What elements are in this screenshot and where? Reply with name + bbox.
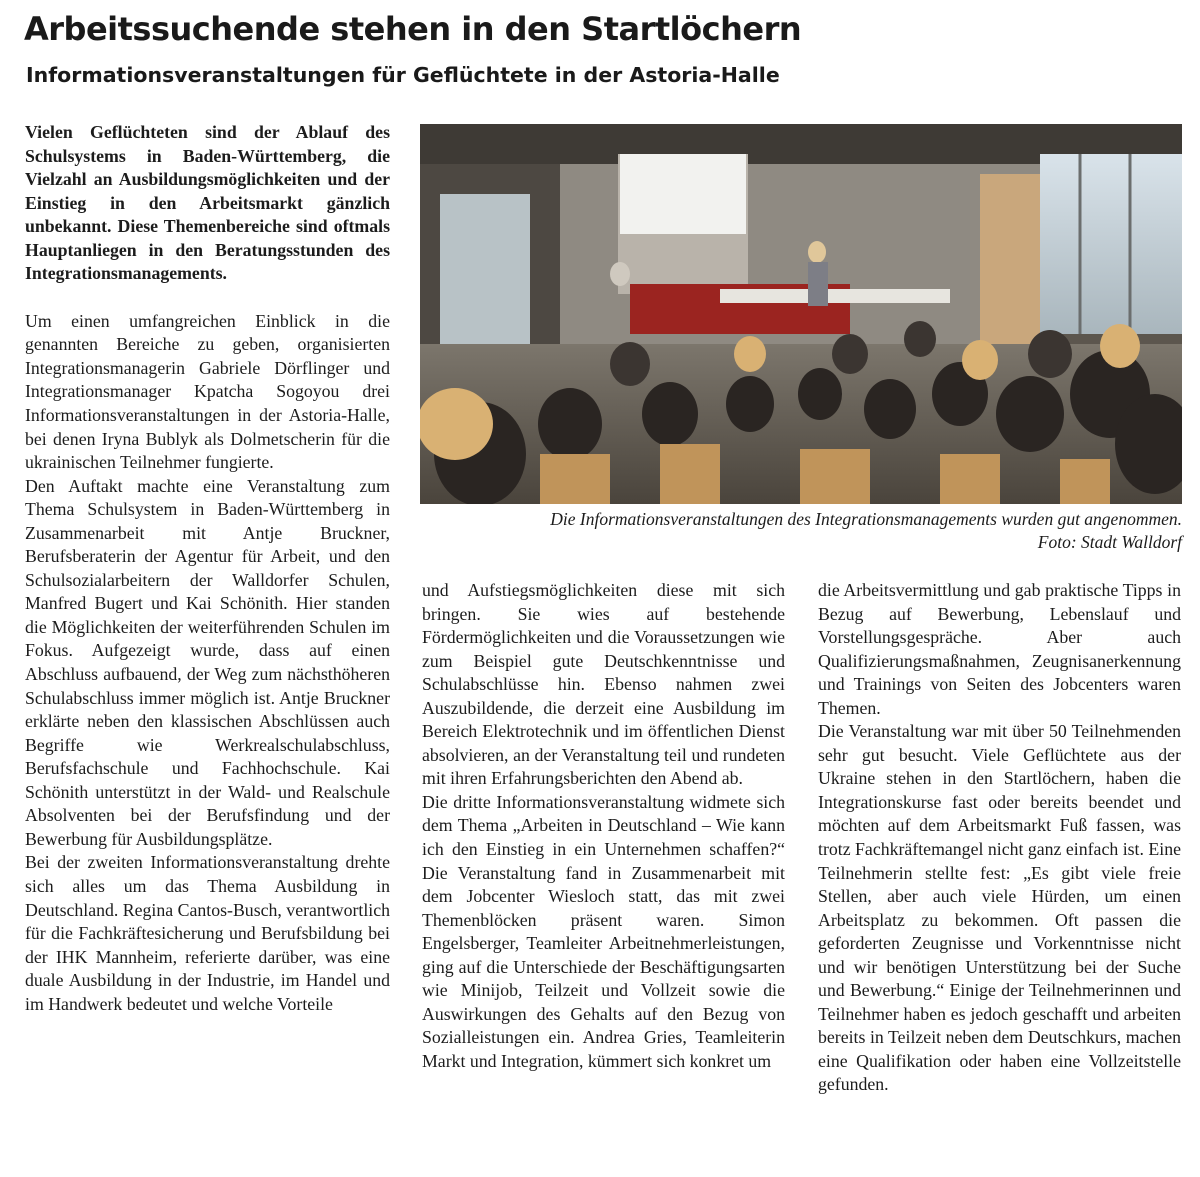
- body-paragraph: Um einen umfangreichen Einblick in die genannten Bereiche zu geben, organisierten Integrationsmanagerin Gabriele Dörflinger und Integrationsmanager Kpatcha Sogoyou drei Informationsveranstaltungen in der Astoria-Halle, bei denen Iryna Bublyk als Dolmetscherin für die ukrainischen Teilnehmer fungierte.: [25, 310, 390, 473]
- headline: Arbeitssuchende stehen in den Startlöchern: [24, 10, 802, 48]
- photo-caption: [420, 508, 1182, 554]
- body-paragraph: Die Veranstaltung war mit über 50 Teilnehmenden sehr gut besucht. Viele Geflüchtete aus der Ukraine stehen in den Startlöchern, haben die Integrationskurse fast oder bereits beendet und möchten auf dem Arbeitsmarkt Fuß fassen, was trotz Fachkräftemangel nicht ganz einfach ist. Eine Teilnehmerin stellte fest: „Es gibt viele freie Stellen, aber auch viele Hürden, um einen Arbeitsplatz zu bekommen. Oft passen die geforderten Zeugnisse und Vorkenntnisse nicht und wir benötigen Unterstützung bei der Suche und Bewerbung.“ Einige der Teilnehmerinnen und Teilnehmer haben es jedoch geschafft und arbeiten bereits in Teilzeit neben dem Deutschkurs, machen eine Qualifikation oder haben eine Vollzeitstelle gefunden.: [818, 721, 1181, 1095]
- audience-photo-illustration: [420, 124, 1182, 504]
- event-photo: [420, 124, 1182, 504]
- article-column-3: [818, 579, 1181, 1097]
- body-paragraph: und Aufstiegsmöglichkeiten diese mit sich bringen. Sie wies auf bestehende Fördermöglichkeiten und die Voraussetzungen wie zum Beispiel gute Deutschkenntnisse und Schulabschlüsse hin. Ebenso nahmen zwei Auszubildende, die derzeit eine Ausbildung im Bereich Elektrotechnik und im öffentlichen Dienst absolvieren, an der Veranstaltung teil und rundeten mit ihren Erfahrungsberichten den Abend ab.: [422, 580, 785, 789]
- lead-paragraph: Vielen Geflüchteten sind der Ablauf des Schulsystems in Baden-Württemberg, die Vielzahl an Ausbildungsmöglichkeiten und der Einstieg in den Arbeitsmarkt gänzlich unbekannt. Diese Themenbereiche sind oftmals Hauptanliegen in den Beratungsstunden des Integrationsmanagements.: [25, 122, 390, 284]
- article-column-2: [422, 579, 785, 1073]
- caption-text: Die Informationsveranstaltungen des Integrationsmanagements wurden gut angenommen.: [550, 509, 1182, 529]
- body-paragraph: Den Auftakt machte eine Veranstaltung zum Thema Schulsystem in Baden-Württemberg in Zusammenarbeit mit Antje Bruckner, Berufsberaterin der Agentur für Arbeit, und den Schulsozialarbeitern der Walldorfer Schulen, Manfred Bugert und Kai Schönith. Hier standen die Möglichkeiten der weiterführenden Schulen im Fokus. Aufgezeigt wurde, dass auf einen Abschluss aufbauend, der Weg zum nächsthöheren Schulabschluss immer möglich ist. Antje Bruckner erklärte neben den klassischen Abschlüssen auch Begriffe wie Werkrealschulabschluss, Berufsfachschule und Fachhochschule. Kai Schönith unterstützt in der Wald- und Realschule Absolventen bei der Berufsfindung und der Bewerbung für Ausbildungsplätze.: [25, 475, 390, 849]
- photo-credit: Foto: Stadt Walldorf: [1037, 532, 1182, 552]
- article-column-1: [25, 121, 390, 1016]
- subheadline: Informationsveranstaltungen für Geflüchtete in der Astoria-Halle: [26, 63, 780, 87]
- body-paragraph: Bei der zweiten Informationsveranstaltung drehte sich alles um das Thema Ausbildung in Deutschland. Regina Cantos-Busch, verantwortlich für die Fachkräftesicherung und Berufsbildung bei der IHK Mannheim, referierte darüber, was eine duale Ausbildung in der Industrie, im Handel und im Handwerk bedeutet und welche Vorteile: [25, 852, 390, 1014]
- body-paragraph: die Arbeitsvermittlung und gab praktische Tipps in Bezug auf Bewerbung, Lebenslauf und Vorstellungsgespräche. Aber auch Qualifizierungsmaßnahmen, Zeugnisanerkennung und Trainings von Seiten des Jobcenters waren Themen.: [818, 580, 1181, 718]
- body-paragraph: Die dritte Informationsveranstaltung widmete sich dem Thema „Arbeiten in Deutschland – Wie kann ich den Einstieg in ein Unternehmen schaffen?“ Die Veranstaltung fand in Zusammenarbeit mit dem Jobcenter Wiesloch statt, das mit zwei Themenblöcken präsent waren. Simon Engelsberger, Teamleiter Arbeitnehmerleistungen, ging auf die Unterschiede der Beschäftigungsarten wie Minijob, Teilzeit und Vollzeit sowie die Auswirkungen des Gehalts auf den Bezug von Sozialleistungen ein. Andrea Gries, Teamleiterin Markt und Integration, kümmert sich konkret um: [422, 791, 785, 1071]
